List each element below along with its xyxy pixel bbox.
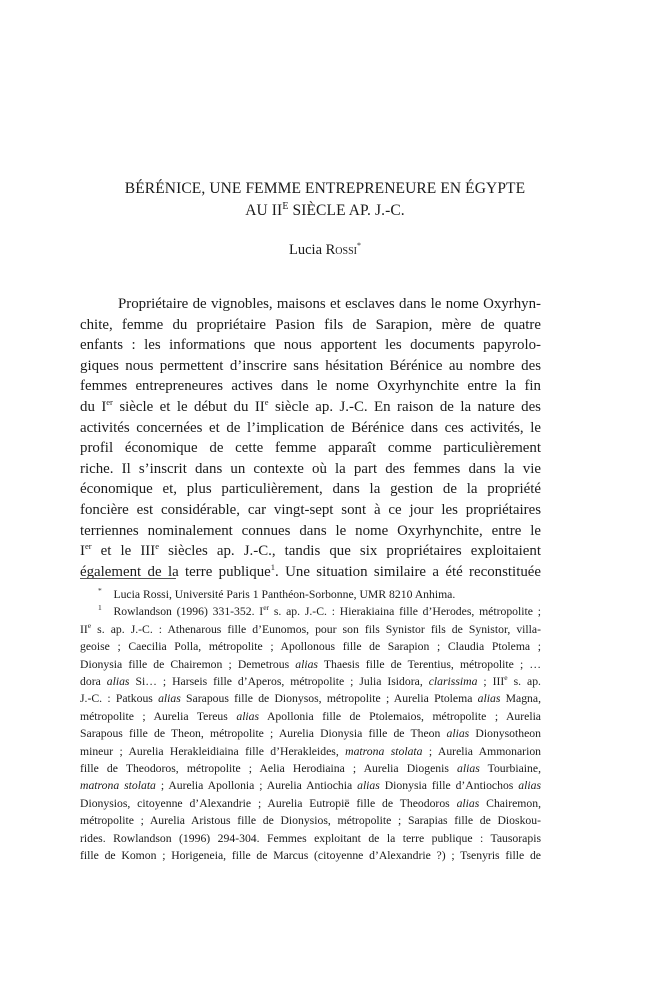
italic-text: clarissima — [428, 675, 478, 689]
title-line-2 — [80, 200, 570, 222]
title-superscript: E — [282, 201, 289, 212]
body-line: activités concernées et de l’implication de Bérénice dans ces activités, le — [80, 419, 541, 436]
body-line: profil économique de cette femme apparaît comme particulièrement — [80, 440, 541, 457]
author-first-name: Lucia — [289, 242, 323, 258]
italic-text: alias — [357, 779, 380, 793]
footnote-line: dora alias Si… ; Harseis fille d’Aperos, métropolite ; Julia Isidora, clarissima ; IIIe s. ap. — [80, 673, 541, 689]
italic-text: alias — [295, 657, 318, 671]
italic-text: alias — [158, 692, 181, 706]
footnote-line: $^1$ Rowlandson (1996) 331-352. Ier s. ap. J.-C. : Hierakiaina fille d’Herodes, métropolite ; — [98, 603, 541, 619]
footnote-line: métropolite ; Aurelia Aristous fille de Dionysios, métropolite ; Sarapias fille de Dioskou- — [80, 814, 541, 828]
footnote-line: geoise ; Caecilia Polla, métropolite ; Apollonous fille de Sarapion ; Claudia Ptolema ; — [80, 640, 541, 654]
body-line: Ier et le IIIe siècles ap. J.-C., tandis que six propriétaires exploitaient — [80, 541, 541, 560]
footnote-line: mineur ; Aurelia Herakleidiaina fille d’Herakleides, matrona stolata ; Aurelia Ammonarion — [80, 744, 542, 758]
footnote-line: matrona stolata ; Aurelia Apollonia ; Aurelia Antiochia alias Dionysia fille d’Antiochos alias — [80, 779, 541, 793]
superscript: er — [84, 541, 92, 552]
footnote-line: Dionysia fille de Chairemon ; Demetrous alias Thaesis fille de Terentius, métropolite ; … — [80, 657, 542, 671]
footnote-line: IIe s. ap. J.-C. : Athenarous fille d’Eunomos, pour son fils Synistor fils de Synistor, villa- — [80, 620, 541, 636]
italic-text: alias — [518, 779, 541, 793]
superscript: 1 — [270, 561, 276, 572]
body-line: également de la terre publique$^1$. Une situation similaire a été reconstituée — [80, 561, 541, 580]
footnote-marker: * — [98, 586, 102, 595]
superscript: e — [87, 620, 92, 630]
footnote-marker: 1 — [98, 603, 102, 613]
footnote-line: Sarapous fille de Theon, métropolite ; Aurelia Dionysia fille de Theon alias Dionysotheon — [80, 727, 541, 741]
italic-text: matrona stolata — [80, 779, 156, 793]
footnote-line: Dionysios, citoyenne d’Alexandrie ; Aurelia Eutropië fille de Theodoros alias Chairemon, — [80, 796, 541, 810]
title-line-1: BÉRÉNICE, UNE FEMME ENTREPRENEURE EN ÉGYPTE — [124, 180, 526, 197]
italic-text: alias — [236, 709, 260, 723]
footnote-line: fille de Komon ; Horigeneia, fille de Marcus (citoyenne d’Alexandrie ?) ; Tsenyris fille de — [80, 849, 541, 863]
italic-text: matrona stolata — [345, 744, 423, 758]
body-text — [80, 294, 541, 582]
superscript: e — [155, 541, 159, 552]
title-line-2-start: AU II — [245, 202, 283, 219]
title-line-2-end: SIÈCLE AP. J.-C. — [288, 202, 405, 219]
body-line: foncière est considérable, car vingt-sept sont à ce jour les propriétaires — [80, 501, 541, 518]
body-line: riche. Il s’inscrit dans un contexte où la part des femmes dans la vie — [80, 460, 541, 477]
italic-text: alias — [477, 692, 501, 706]
author-footnote-mark: * — [357, 241, 361, 250]
body-line: chite, femme du propriétaire Pasion fils de Sarapion, mère de quatre — [80, 316, 541, 333]
footnote-divider — [80, 578, 176, 579]
italic-text: alias — [456, 796, 480, 810]
italic-text: alias — [106, 675, 130, 689]
footnote-line: métropolite ; Aurelia Tereus alias Apollonia fille de Ptolemaios, métropolite ; Aurelia — [80, 709, 541, 723]
superscript: er — [263, 603, 270, 613]
superscript: er — [106, 396, 113, 407]
italic-text: alias — [457, 762, 480, 776]
author-last-name: Rossi — [325, 242, 357, 258]
footnote-line: J.-C. : Patkous alias Sarapous fille de Dionysos, métropolite ; Aurelia Ptolema alias Magna, — [80, 692, 541, 706]
footnote-line: rides. Rowlandson (1996) 294-304. Femmes exploitant de la terre publique : Tausorapis — [80, 831, 541, 845]
body-line: économique et, plus particulièrement, dans la gestion de la propriété — [80, 481, 541, 498]
body-line: du Ier siècle et le début du IIe siècle ap. J.-C. En raison de la nature des — [80, 396, 541, 415]
body-line: giques nous permettent d’inscrire sans hésitation Bérénice au nombre des — [80, 357, 541, 374]
body-line: Propriétaire de vignobles, maisons et esclaves dans le nome Oxyrhyn- — [118, 296, 541, 312]
footnotes — [80, 586, 541, 865]
body-line: enfants : les informations que nous apportent les documents papyrolo- — [80, 337, 541, 354]
italic-text: alias — [446, 727, 470, 741]
article-title — [80, 178, 570, 222]
body-line: femmes entrepreneures actives dans le nome Oxyrhynchite entre la fin — [80, 378, 541, 395]
superscript: e — [504, 673, 508, 683]
body-line: terriennes nominalement connues dans le nome Oxyrhynchite, entre le — [80, 522, 541, 539]
superscript: e — [264, 396, 269, 407]
author-line — [80, 242, 570, 259]
footnote-line: fille de Theodoros, métropolite ; Aelia Herodiaina ; Aurelia Diogenis alias Tourbiaine, — [80, 762, 542, 776]
footnote-line: * Lucia Rossi, Université Paris 1 Panthéon-Sorbonne, UMR 8210 Anhima. — [98, 586, 456, 601]
